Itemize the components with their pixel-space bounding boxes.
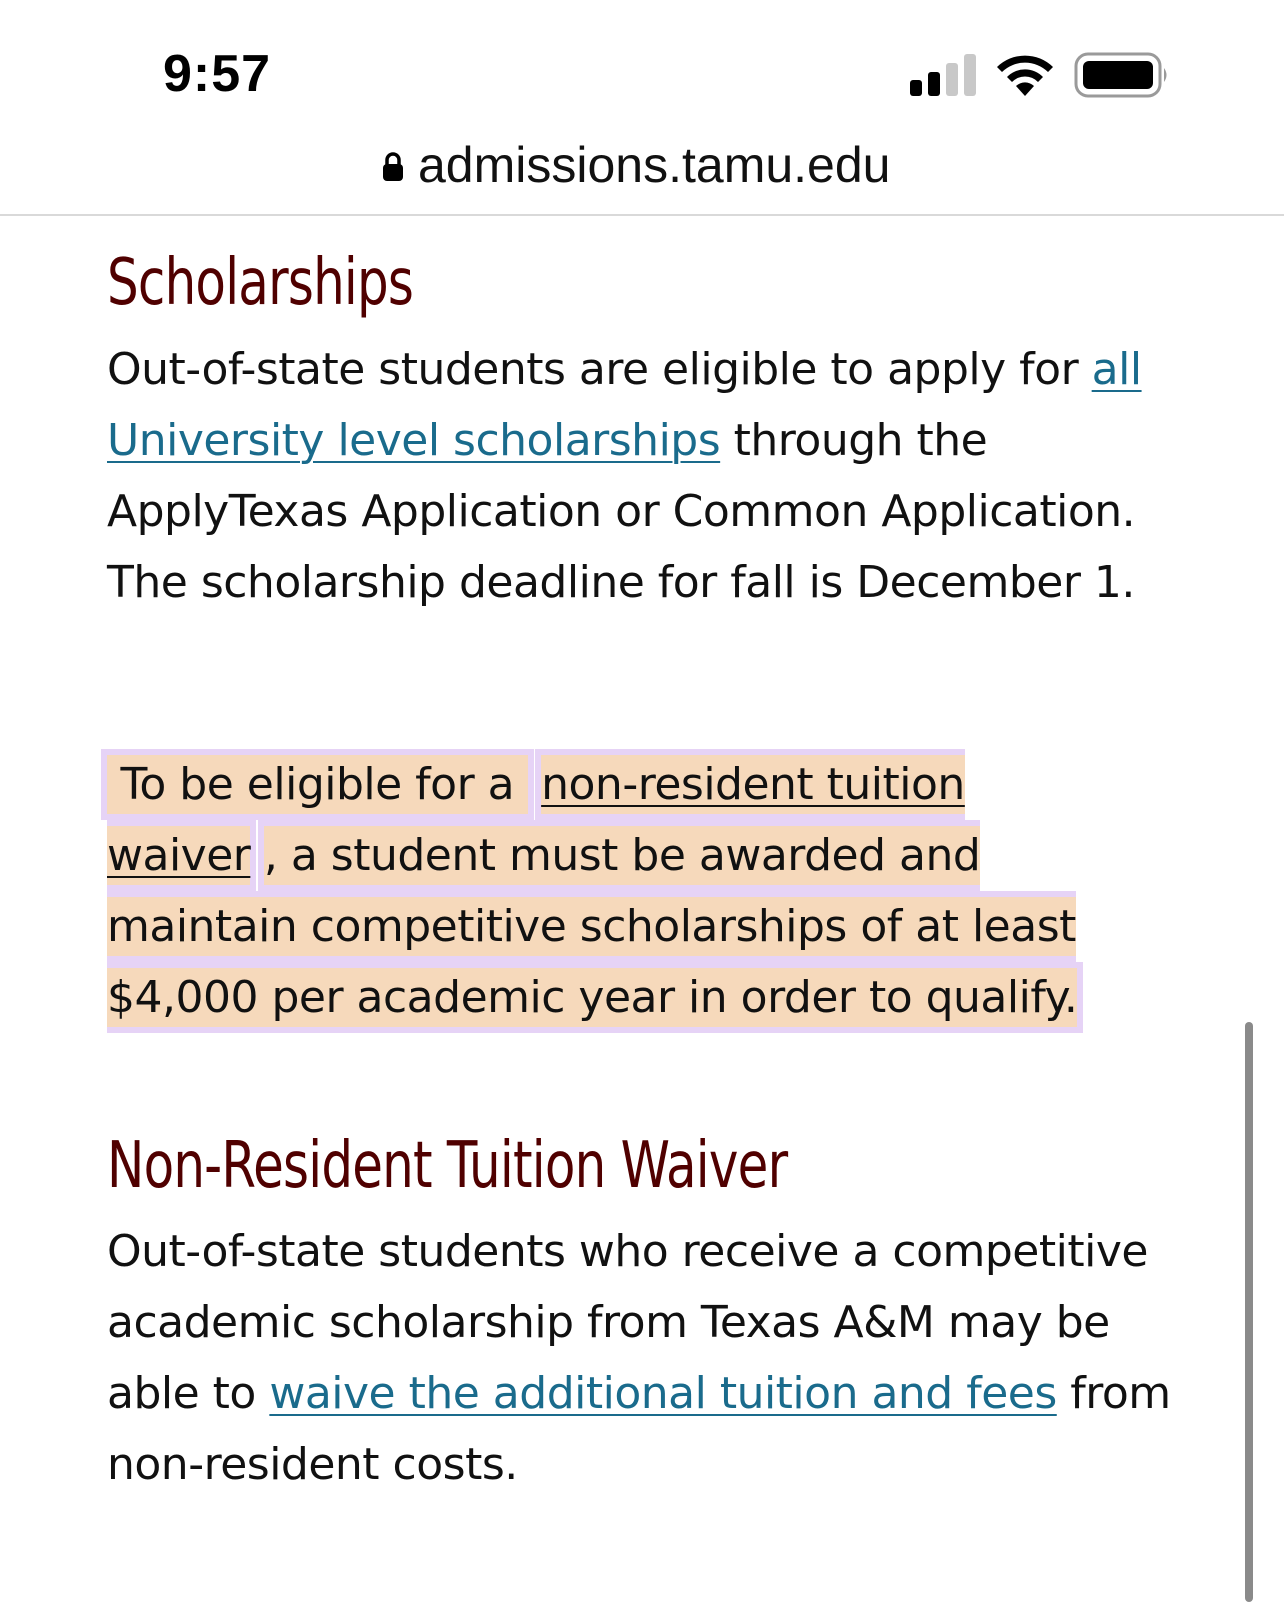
scholarships-para-rest: through the ApplyTexas Application or Common Application. The scholarship deadline for fall is December 1. (107, 415, 1136, 608)
url-display[interactable] (382, 136, 890, 194)
waive-additional-fees-link[interactable]: waive the additional tuition and fees (269, 1368, 1057, 1419)
status-time: 9:57 (163, 45, 272, 103)
scholarships-para-intro: Out-of-state students are eligible to apply for (107, 344, 1092, 395)
vertical-scrollbar[interactable] (1245, 1022, 1253, 1602)
cellular-signal-icon (910, 54, 976, 96)
waiver-para-rest: from non-resident costs. (107, 1368, 1171, 1490)
wifi-icon (994, 52, 1056, 98)
eligibility-paragraph (107, 749, 1097, 1033)
non-resident-tuition-waiver-link[interactable]: non-resident tuition waiver (107, 759, 965, 881)
highlight-rest: , a student must be awarded and maintain competitive scholarships of at least $4,000 per academic year in order to qualify. (107, 826, 1077, 1027)
highlight-intro (107, 755, 528, 814)
address-bar[interactable] (0, 130, 1284, 216)
url-text: admissions.tamu.edu (418, 137, 891, 193)
battery-icon (1074, 52, 1170, 98)
waiver-para-intro: Out-of-state students who receive a competitive academic scholarship from Texas A&M may be able to (107, 1226, 1148, 1419)
highlighted-eligibility-note (107, 749, 1097, 1033)
scholarships-heading: Scholarships (107, 246, 414, 320)
lock-icon (382, 151, 404, 183)
tuition-waiver-paragraph (107, 1216, 1187, 1500)
all-university-scholarships-link[interactable]: all University level scholarships (107, 344, 1142, 466)
tuition-waiver-heading: Non-Resident Tuition Waiver (107, 1129, 788, 1203)
status-bar (0, 0, 1284, 130)
eligibility-intro-text: To be eligible for a (120, 759, 528, 810)
scholarships-paragraph (107, 334, 1187, 618)
